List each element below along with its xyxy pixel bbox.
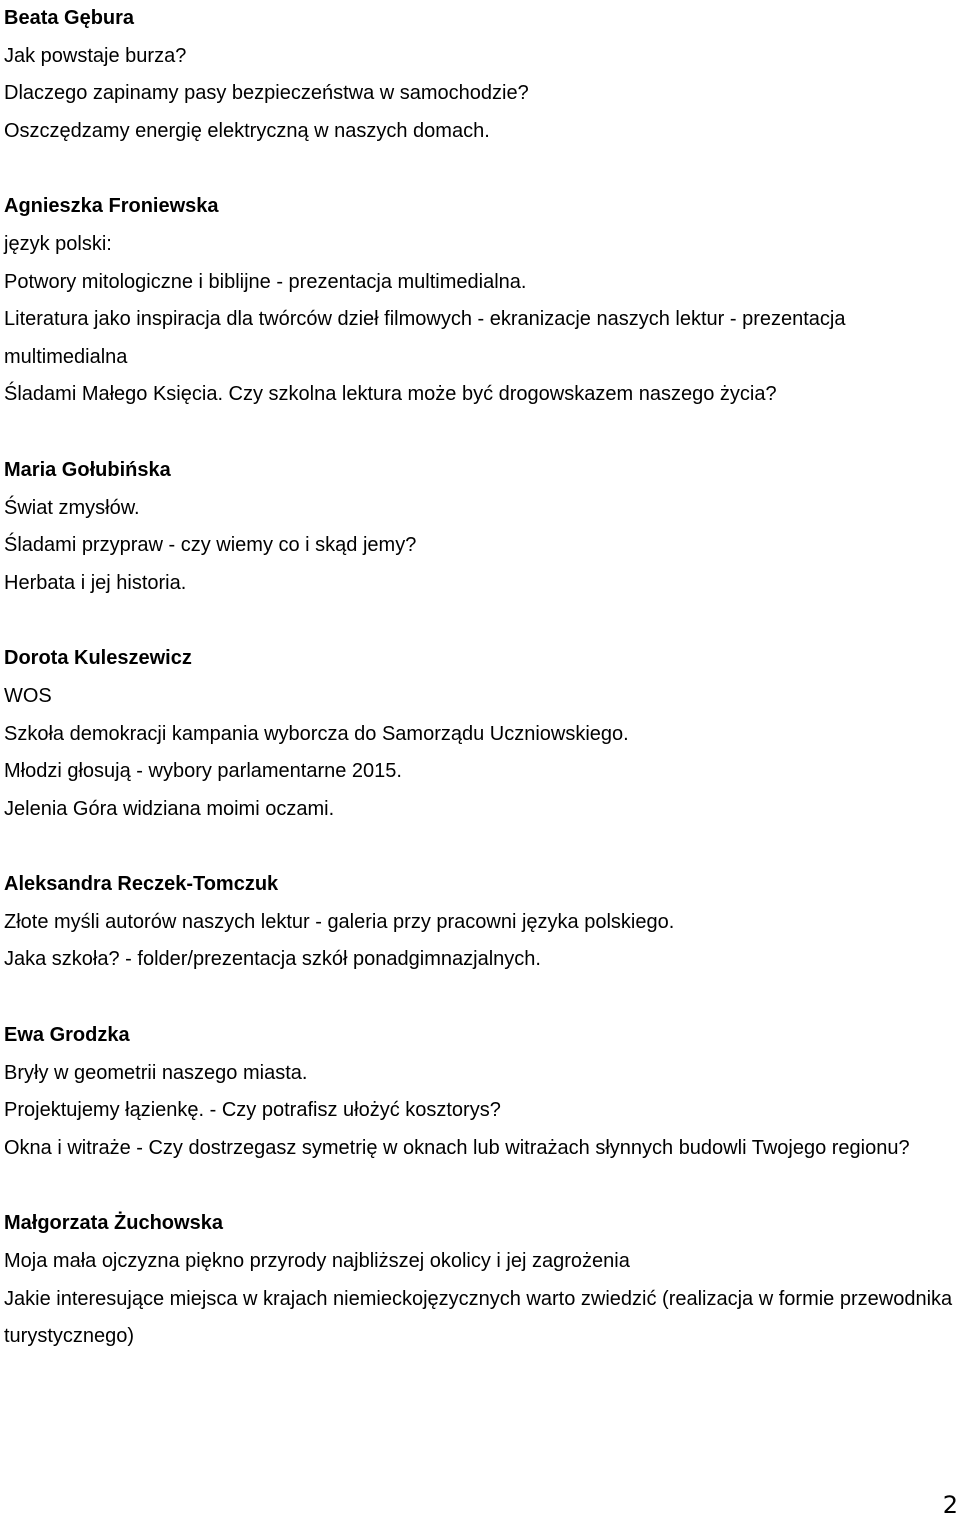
topic-line: Okna i witraże - Czy dostrzegasz symetrię w oknach lub witrażach słynnych budowli Twojego regionu? bbox=[4, 1136, 910, 1159]
author-name: Małgorzata Żuchowska bbox=[4, 1212, 223, 1235]
topic-line: Jak powstaje burza? bbox=[4, 44, 187, 67]
author-section-grodzka bbox=[4, 1017, 958, 1167]
topic-line: Potwory mitologiczne i biblijne - prezentacja multimedialna. bbox=[4, 270, 527, 293]
topic-line: Złote myśli autorów naszych lektur - galeria przy pracowni języka polskiego. bbox=[4, 910, 675, 933]
subject-line: WOS bbox=[4, 684, 52, 707]
topic-line: Oszczędzamy energię elektryczną w naszych domach. bbox=[4, 119, 490, 142]
author-name: Dorota Kuleszewicz bbox=[4, 647, 192, 670]
author-name: Aleksandra Reczek-Tomczuk bbox=[4, 873, 279, 896]
document-page bbox=[4, 0, 958, 1394]
author-name: Ewa Grodzka bbox=[4, 1024, 130, 1047]
topic-line: Śladami przypraw - czy wiemy co i skąd jemy? bbox=[4, 534, 417, 557]
topic-line: Szkoła demokracji kampania wyborcza do Samorządu Uczniowskiego. bbox=[4, 722, 629, 745]
topic-line: Śladami Małego Księcia. Czy szkolna lektura może być drogowskazem naszego życia? bbox=[4, 383, 777, 406]
topic-line: Młodzi głosują - wybory parlamentarne 2015. bbox=[4, 760, 402, 783]
topic-line: Jakie interesujące miejsca w krajach niemieckojęzycznych warto zwiedzić (realizacja w formie przewodnika turystycznego) bbox=[4, 1287, 953, 1348]
topic-line: Bryły w geometrii naszego miasta. bbox=[4, 1061, 308, 1084]
author-section-kuleszewicz bbox=[4, 640, 958, 828]
author-name: Maria Gołubińska bbox=[4, 458, 171, 481]
topic-line: Jelenia Góra widziana moimi oczami. bbox=[4, 797, 335, 820]
topic-line: Projektujemy łązienkę. - Czy potrafisz ułożyć kosztorys? bbox=[4, 1099, 501, 1122]
topic-line: Jaka szkoła? - folder/prezentacja szkół ponadgimnazjalnych. bbox=[4, 948, 541, 971]
page-number: 2 bbox=[942, 1491, 958, 1519]
author-section-zuchowska bbox=[4, 1205, 958, 1355]
subject-line: język polski: bbox=[4, 232, 112, 255]
author-section-froniewska bbox=[4, 188, 958, 414]
author-name: Beata Gębura bbox=[4, 7, 135, 29]
topic-line: Świat zmysłów. bbox=[4, 496, 140, 519]
topic-line: Literatura jako inspiracja dla twórców dzieł filmowych - ekranizacje naszych lektur - prezentacja multimedialna bbox=[4, 308, 846, 368]
topic-line: Herbata i jej historia. bbox=[4, 571, 187, 594]
author-name: Agnieszka Froniewska bbox=[4, 195, 219, 218]
author-section-gebura bbox=[4, 0, 958, 150]
author-section-golubinska bbox=[4, 452, 958, 602]
topic-line: Dlaczego zapinamy pasy bezpieczeństwa w samochodzie? bbox=[4, 82, 529, 105]
topic-line: Moja mała ojczyzna piękno przyrody najbliższej okolicy i jej zagrożenia bbox=[4, 1250, 630, 1273]
author-section-reczek-tomczuk bbox=[4, 866, 958, 979]
